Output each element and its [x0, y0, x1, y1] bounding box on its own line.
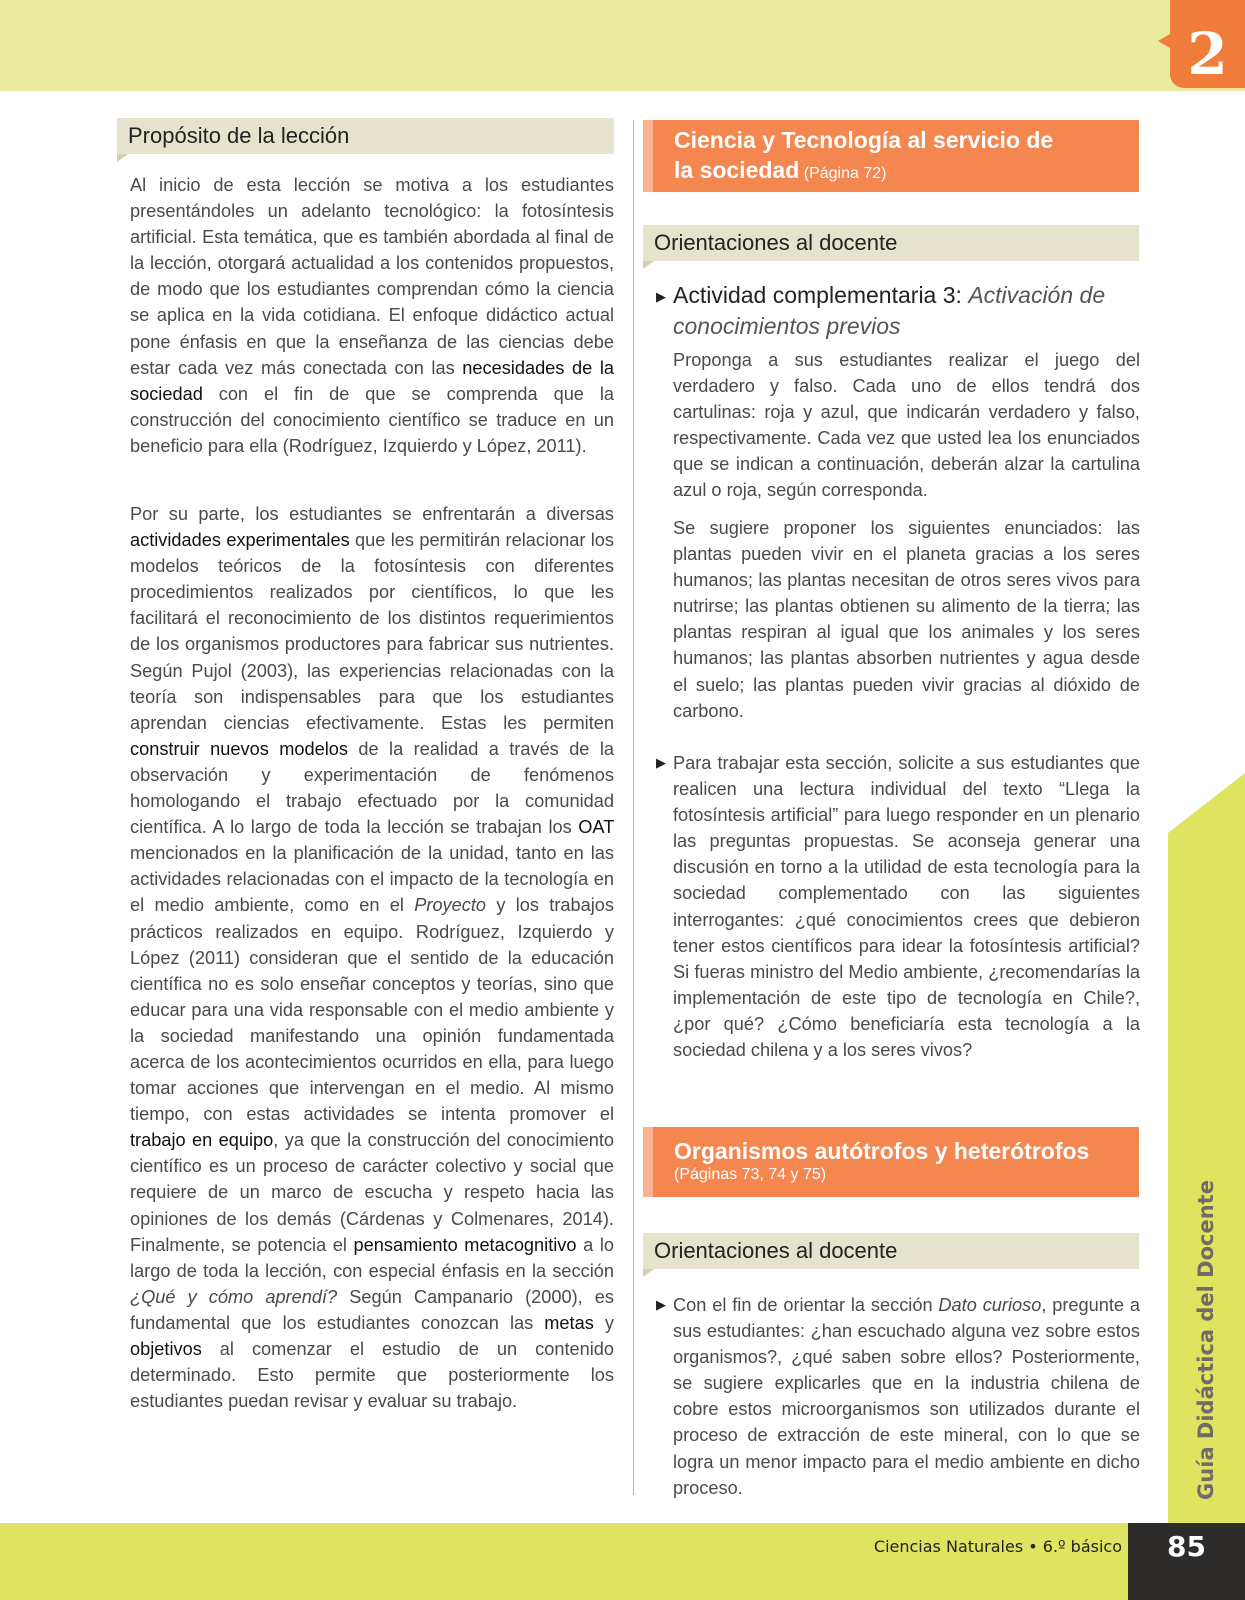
- lesson-purpose-heading-text: Propósito de la lección: [128, 123, 350, 148]
- section2-pages: (Páginas 73, 74 y 75): [674, 1166, 827, 1183]
- activity-paragraph-2: Se sugiere proponer los siguientes enunciados: las plantas pueden vivir en el planeta gracias a los seres humanos; las plantas necesitan de otros seres vivos para nutrirse; las plantas obtienen su alimento de la tierra; las plantas respiran al igual que los animales y los seres humanos; las plantas absorben nutrientes y agua desde el suelo; las plantas pueden vivir gracias al dióxido de carbono.: [673, 518, 1140, 721]
- bullet-paragraph-reading: Para trabajar esta sección, solicite a sus estudiantes que realicen una lectura individual del texto “Llega la fotosíntesis artificial” para luego responder en un plenario las preguntas propuestas. Se aconseja generar una discusión en torno a la utilidad de esta tecnología para la sociedad complementado con las siguientes interrogantes: ¿qué conocimientos crees que debieron tener estos científicos para idear la fotosíntesis artificial? Si fueras ministro del Medio ambiente, ¿recomendarías la implementación de este tipo de tecnología en Chile?, ¿por qué? ¿Cómo beneficiaría esta tecnología a la sociedad chilena y a los seres vivos?: [673, 753, 1140, 1061]
- column-divider: [633, 120, 634, 1495]
- activity-title: [673, 280, 1143, 342]
- left-paragraph-2: Por su parte, los estudiantes se enfrentarán a diversas actividades experimentales que les permitirán relacionar los modelos teóricos de la fotosíntesis con diferentes procedimientos realizados por científicos, lo que les facilitará el reconocimiento de los distintos requerimientos de los organismos productores para fabricar sus nutrientes. Según Pujol (2003), las experiencias relacionadas con la teoría son indispensables para que los estudiantes aprendan ciencias efectivamente. Estas les permiten construir nuevos modelos de la realidad a través de la observación y experimentación de fenómenos homologando el trabajo efectuado por la comunidad científica. A lo largo de toda la lección se trabajan los OAT mencionados en la planificación de la unidad, tanto en las actividades relacionadas con el impacto de la tecnología en el medio ambiente, como en el Proyecto y los trabajos prácticos realizados en equipo. Rodríguez, Izquierdo y López (2011) consideran que el sentido de la educación científica no es solo enseñar conceptos y teorías, sino que educar para una vida responsable con el medio ambiente y la sociedad manifestando una opinión fundamentada acerca de los acontecimientos ocurridos en ella, para luego tomar acciones que intervengan en el medio. Al mismo tiempo, con estas actividades se intenta promover el trabajo en equipo, ya que la construcción del conocimiento científico es un proceso de carácter colectivo y social que requiere de un marco de escucha y respeto hacia las opiniones de los demás (Cárdenas y Colmenares, 2014). Finalmente, se potencia el pensamiento metacognitivo a lo largo de toda la lección, con especial énfasis en la sección ¿Qué y cómo aprendí? Según Campanario (2000), es fundamental que los estudiantes conozcan las metas y objetivos al comenzar el estudio de un contenido determinado. Esto permite que posteriormente los estudiantes puedan revisar y evaluar su trabajo.: [130, 504, 615, 1412]
- emphasis-term: trabajo en equipo: [130, 1130, 274, 1151]
- bullet-paragraph-curious-fact: Con el fin de orientar la sección Dato curioso, pregunte a sus estudiantes: ¿han escuchado alguna vez sobre estos organismos?, ¿qué saben sobre ellos? Posteriormente, se sugiere explicarles que en la industria chilena de cobre estos microorganismos son utilizados durante el proceso de extracción de este mineral, con lo que se logra un menor impacto para el medio ambiente en dicho proceso.: [673, 1295, 1140, 1498]
- bottom-band: [0, 1523, 1245, 1600]
- teacher-guidance-heading-2: [643, 1233, 1139, 1269]
- bullet-triangle-icon: ▶: [656, 1298, 666, 1313]
- unit-number-tab: 2: [1170, 0, 1245, 88]
- emphasis-term: necesidades de la sociedad: [130, 357, 614, 404]
- emphasis-term: actividades experimentales: [130, 530, 350, 551]
- section-pages: (Página 72): [803, 165, 887, 182]
- italic-term: Proyecto: [414, 895, 487, 916]
- teacher-guidance-heading-2-text: Orientaciones al docente: [654, 1238, 898, 1263]
- italic-term: Dato curioso: [938, 1295, 1042, 1315]
- teacher-guidance-heading-1: [643, 225, 1139, 261]
- section-title-line2: la sociedad: [674, 157, 800, 183]
- section-accent-strip: [643, 1127, 653, 1197]
- activity-subtitle-line1: Activación de: [968, 282, 1106, 308]
- lesson-purpose-heading: [117, 118, 614, 154]
- emphasis-term: objetivos: [130, 1339, 202, 1359]
- section2-title: Organismos autótrofos y heterótrofos: [674, 1138, 1090, 1164]
- top-band: [0, 0, 1245, 91]
- teacher-guidance-heading-1-text: Orientaciones al docente: [654, 230, 898, 255]
- section-title-line1: Ciencia y Tecnología al servicio de: [674, 127, 1054, 153]
- side-label: Guía Didáctica del Docente: [1194, 1180, 1218, 1500]
- italic-term: ¿Qué y cómo aprendí?: [130, 1286, 338, 1307]
- section-science-technology: [643, 120, 1139, 192]
- emphasis-term: pensamiento metacognitivo: [353, 1234, 577, 1255]
- emphasis-term: metas: [544, 1312, 594, 1333]
- bullet-triangle-icon: ▶: [656, 756, 666, 771]
- activity-paragraph-1: Proponga a sus estudiantes realizar el juego del verdadero y falso. Cada uno de ellos tendrá dos cartulinas: roja y azul, que indicarán verdadero y falso, respectivamente. Cada vez que usted lea los enunciados que se indican a continuación, deberán alzar la cartulina azul o roja, según corresponda.: [673, 350, 1140, 501]
- bullet-triangle-icon: ▶: [656, 290, 666, 305]
- activity-label: Actividad complementaria 3:: [673, 282, 962, 308]
- left-paragraph-1: Al inicio de esta lección se motiva a los estudiantes presentándoles un adelanto tecnológico: la fotosíntesis artificial. Esta temática, que es también abordada al final de la lección, otorgará actualidad a los contenidos propuestos, de modo que los estudiantes comprendan cómo la ciencia se aplica en la vida cotidiana. El enfoque didáctico actual pone énfasis en que la enseñanza de las ciencias debe estar cada vez más conectada con las necesidades de la sociedad con el fin de que se comprenda que la construcción del conocimiento científico se traduce en un beneficio para ella (Rodríguez, Izquierdo y López, 2011).: [130, 175, 614, 456]
- emphasis-term: OAT: [578, 817, 614, 838]
- section-organisms: [643, 1127, 1139, 1197]
- footer-subject: Ciencias Naturales • 6.º básico: [873, 1537, 1122, 1556]
- section-accent-strip: [643, 120, 653, 192]
- activity-subtitle-line2: conocimientos previos: [673, 313, 901, 339]
- emphasis-term: construir nuevos modelos: [130, 738, 348, 759]
- page-number: 85: [1128, 1523, 1245, 1600]
